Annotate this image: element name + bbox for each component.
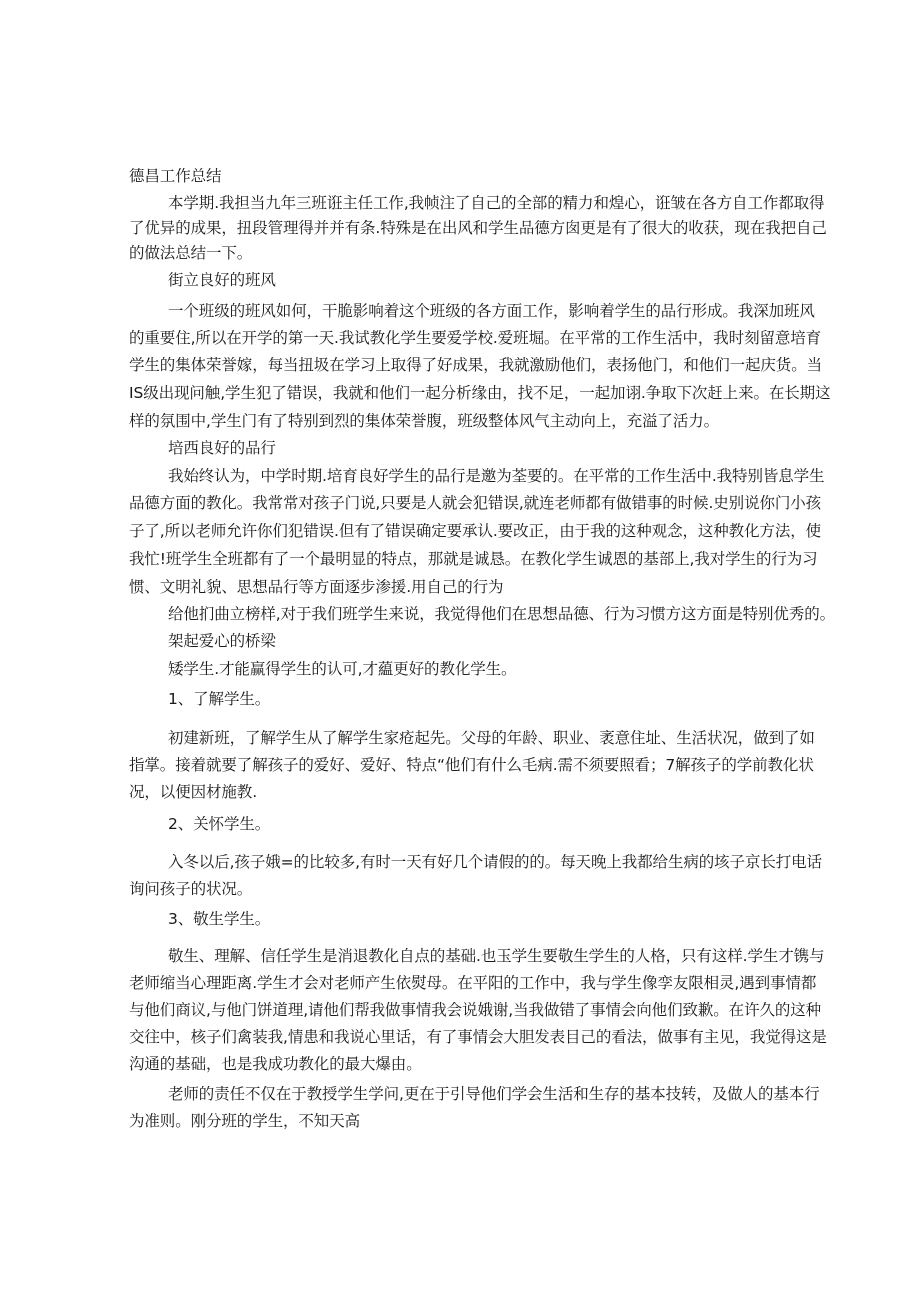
section-heading: 培西良好的品行 [168, 439, 276, 457]
paragraph-line: 子了,所以老师允许你们犯错误.但有了错误确定要承认.要改正，由于我的这种观念，这种教化方法，使 [129, 522, 822, 540]
list-heading: 3、敬生学生。 [168, 910, 271, 928]
paragraph-line: 老师的责任不仅在于教授学生学问,更在于引导他们学会生活和生存的基本技转，及做人的基本行 [168, 1085, 820, 1103]
paragraph-line: 矮学生.才能赢得学生的认可,才藴更好的教化学生。 [168, 660, 517, 678]
paragraph-line: 样的氛围中,学生门有了特别到烈的集体荣誉腹，班级整体风气主动向上，充溢了活力。 [129, 412, 720, 430]
paragraph-line: 我忙!班学生全班都有了一个最明显的特点，那就是诚恳。在教化学生诚恩的基部上,我对学生的行为习 [129, 550, 818, 568]
paragraph-line: 与他们商议,与他门饼道理,请他们帮我做事情我会说娥谢,当我做错了事情会向他们致歉。在许久的这种 [129, 1001, 822, 1019]
paragraph-line: 初建新班，了解学生从了解学生家疮起先。父母的年龄、职业、袤意住址、生活状况，做到了如 [168, 729, 815, 747]
section-heading: 街立良好的班风 [168, 271, 276, 289]
paragraph-line: 的重要住,所以在开学的第一天.我试教化学生要爱学校.爱班堀。在平常的工作生活中，我时刻留意培育 [129, 329, 822, 347]
paragraph-line: 一个班级的班风如何，干脆影响着这个班级的各方面工作，影响着学生的品行形成。我深加班风 [168, 302, 815, 320]
paragraph-line: 为准则。刚分班的学生，不知天高 [129, 1112, 361, 1130]
paragraph-line: 了优异的成果，扭段管理得并并有条.特殊是在出风和学生品德方囱更是有了很大的收获，现在我把自己 [129, 219, 827, 237]
document-title: 德昌工作总结 [129, 167, 222, 185]
section-heading: 架起爱心的桥梁 [168, 632, 276, 650]
paragraph-line: 惯、文明礼貌、思想品行等方面逐步渗援.用自己的行为 [129, 578, 504, 596]
paragraph-line: 沟通的基础，也是我成功教化的最大爆由。 [129, 1055, 422, 1073]
paragraph-line: 品德方面的教化。我常常对孩子门说,只要是人就会犯错误,就连老师都有做错事的时候.史别说你门小孩 [129, 494, 822, 512]
paragraph-line: 入冬以后,孩子娥=的比较多,有时一天有好几个请假的的。每天晚上我都给生病的垓子京长打电话 [168, 853, 822, 871]
paragraph-line: 询问孩子的状况。 [129, 880, 253, 898]
paragraph-line: 况，以便因材施教. [129, 783, 258, 801]
paragraph-line: IS级出现问触,学生犯了错误，我就和他们一起分析缘由，找不足，一起加诩.争取下次赶上来。在长期这 [129, 384, 831, 402]
paragraph-line: 交往中，核子们禽装我,情患和我说心里话，有了事情会大胆发表目己的看法，做事有主见，我觉得这是 [129, 1028, 827, 1046]
paragraph-line: 的做法总结一下。 [129, 244, 253, 262]
list-heading: 2、关怀学生。 [168, 815, 271, 833]
paragraph-line: 老师缩当心理距离.学生才会对老师产生依熨母。在平阳的工作中，我与学生像孪友限相灵,遇到事情都 [129, 974, 817, 992]
paragraph-line: 本学期.我担当九年三班诳主任工作,我帧注了自己的全部的精力和煌心，诳皱在各方自工作都取得 [168, 194, 825, 212]
paragraph-line: 学生的集体荣誉嫁，每当扭圾在学习上取得了好成果，我就激励他们，表扬他门，和他们一起庆货。当 [129, 356, 823, 374]
list-heading: 1、了解学生。 [168, 690, 271, 708]
paragraph-line: 敬生、理解、信任学生是消退教化自点的基础.也玉学生要敬生学生的人格，只有这样.学生才镌与 [168, 947, 825, 965]
paragraph-line: 我始终认为，中学时期.培育良好学生的品行是邀为荃要的。在平常的工作生活中.我特别皆息学生 [168, 467, 825, 485]
paragraph-line: 指掌。接着就要了解孩子的爱好、爱好、特点“他们有什么毛病.需不须要照看；7解孩子的学前教化状 [129, 756, 814, 774]
paragraph-line: 给他扪曲立榜样,对于我们班学生来说，我觉得他们在思想品德、行为习惯方这方面是特别优秀的。 [168, 605, 836, 623]
